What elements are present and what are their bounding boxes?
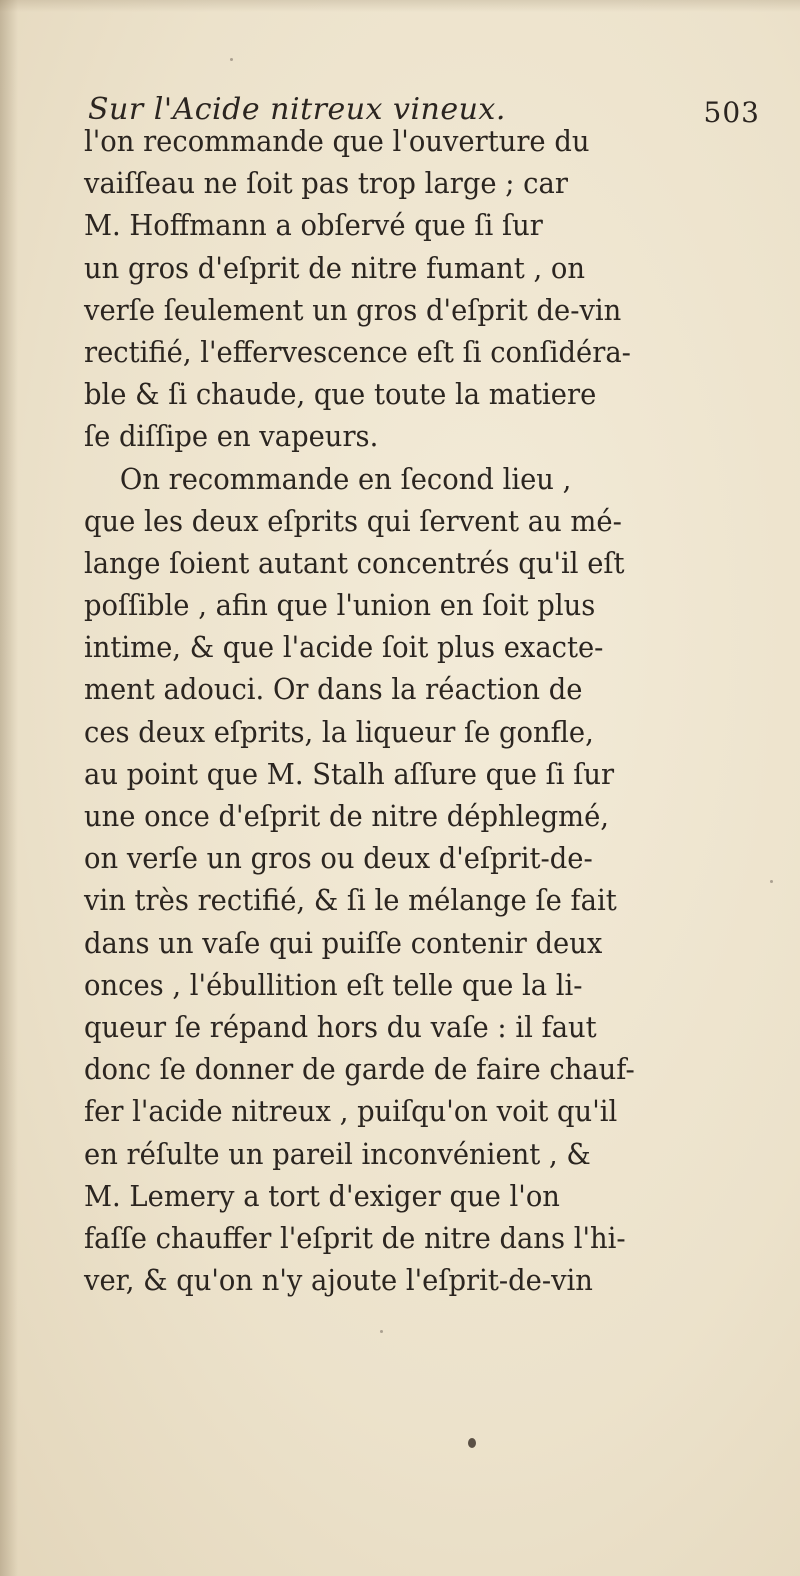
text-line: On recommande en ſecond lieu , <box>119 461 572 496</box>
page-top-edge <box>0 0 800 12</box>
text-line: intime, & que l'acide ſoit plus exacte- <box>84 630 604 665</box>
text-line: ver, & qu'on n'y ajoute l'eſprit-de-vin <box>84 1263 593 1298</box>
text-line: queur ſe répand hors du vaſe : il faut <box>84 1009 597 1044</box>
gutter-shadow <box>0 0 18 1576</box>
text-line: en réſulte un pareil inconvénient , & <box>84 1136 591 1171</box>
text-line: vaiſſeau ne ſoit pas trop large ; car <box>84 166 568 201</box>
text-line: au point que M. Stalh aſſure que ſi ſur <box>84 756 615 791</box>
page-number: 503 <box>703 96 760 129</box>
text-line: donc ſe donner de garde de faire chauf- <box>84 1052 635 1087</box>
running-title: Sur l'Acide nitreux vineux. <box>88 92 506 127</box>
text-line: une once d'eſprit de nitre déphlegmé, <box>84 799 609 833</box>
text-line: l'on recommande que l'ouverture du <box>84 124 590 158</box>
text-line: poſſible , afin que l'union en ſoit plus <box>84 588 596 623</box>
paper-speck <box>770 880 773 883</box>
text-line: lange ſoient autant concentrés qu'il eſt <box>84 545 625 580</box>
text-line: que les deux eſprits qui ſervent au mé- <box>84 503 622 538</box>
paper-speck <box>380 1330 383 1333</box>
text-line: ſe diſſipe en vapeurs. <box>84 419 379 454</box>
text-line: onces , l'ébullition eſt telle que la li- <box>84 967 583 1002</box>
text-line: M. Hoffmann a obſervé que ſi ſur <box>84 208 543 243</box>
text-line: vin très rectifié, & ſi le mélange ſe fait <box>84 883 617 918</box>
ink-spot <box>468 1438 476 1448</box>
text-line: ces deux eſprits, la liqueur ſe gonfle, <box>84 714 594 749</box>
text-line: on verſe un gros ou deux d'eſprit-de- <box>84 841 593 876</box>
body-text <box>84 120 800 1301</box>
text-line: rectifié, l'effervescence eſt ſi conſidéra- <box>84 334 631 369</box>
text-line: dans un vaſe qui puiſſe contenir deux <box>84 925 603 960</box>
text-line: ble & ſi chaude, que toute la matiere <box>84 377 597 412</box>
text-line: verſe ſeulement un gros d'eſprit de-vin <box>84 292 622 327</box>
paper-speck <box>230 58 233 61</box>
text-line: ment adouci. Or dans la réaction de <box>84 672 583 707</box>
text-line: un gros d'eſprit de nitre fumant , on <box>84 250 585 285</box>
text-line: fer l'acide nitreux , puiſqu'on voit qu'il <box>84 1094 618 1129</box>
text-line: M. Lemery a tort d'exiger que l'on <box>84 1178 560 1213</box>
text-line: faſſe chauffer l'eſprit de nitre dans l'hi- <box>84 1220 626 1255</box>
